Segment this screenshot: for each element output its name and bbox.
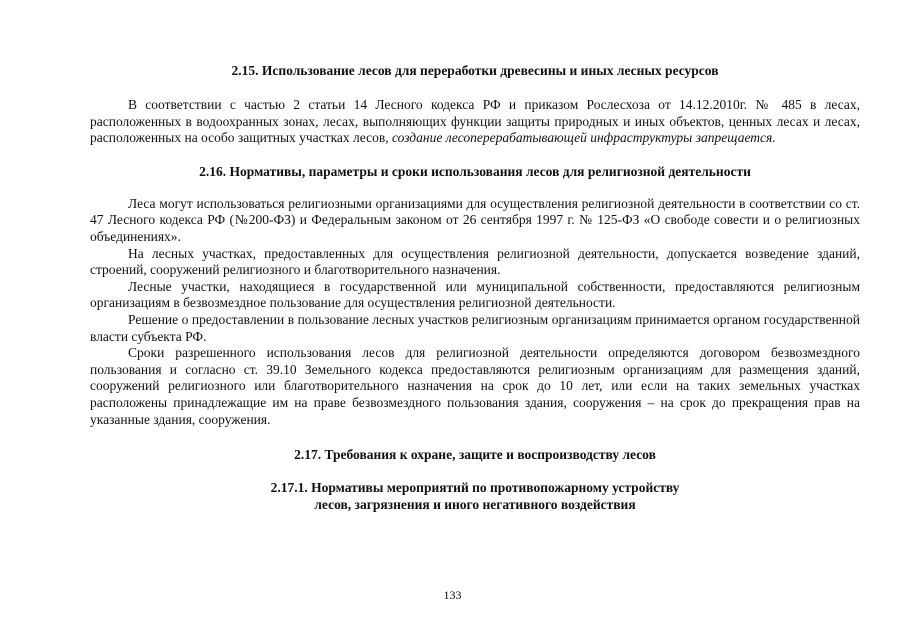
paragraph-2-15-text: В соответствии с частью 2 статьи 14 Лесного кодекса РФ и приказом Рослесхоза от 14.12.2010г. № 485 в лесах, расположенных в водоохранных зонах, лесах, выполняющих функции защиты природных и иных объектов, ценных лесах и лесах, расположенных на особо защитных участках лесов, bbox=[90, 97, 860, 146]
document-page bbox=[90, 62, 860, 513]
paragraph-2-16-4: Решение о предоставлении в пользование лесных участков религиозным организациям принимается органом государственной власти субъекта РФ. bbox=[90, 311, 860, 344]
paragraph-2-16-1: Леса могут использоваться религиозными организациями для осуществления религиозной деятельности в соответствии со ст. 47 Лесного кодекса РФ (№200-ФЗ) и Федеральным законом от 26 сентября 1997 г. № 125-ФЗ «О свободе совести и о религиозных объединениях». bbox=[90, 195, 860, 244]
section-heading-2-15: 2.15. Использование лесов для переработки древесины и иных лесных ресурсов bbox=[231, 63, 719, 78]
section-heading-2-17: 2.17. Требования к охране, защите и воспроизводству лесов bbox=[294, 447, 656, 463]
paragraph-2-16-3: Лесные участки, находящиеся в государственной или муниципальной собственности, предоставляются религиозным организациям в безвозмездное пользование для осуществления религиозной деятельности. bbox=[90, 278, 860, 311]
paragraph-2-15-emphasis: создание лесоперерабатывающей инфраструктуры запрещается. bbox=[391, 130, 776, 146]
section-heading-2-16: 2.16. Нормативы, параметры и сроки использования лесов для религиозной деятельности bbox=[199, 163, 751, 179]
section-heading-2-17-1-line1: 2.17.1. Нормативы мероприятий по противопожарному устройству bbox=[270, 480, 680, 496]
paragraph-2-15 bbox=[90, 97, 860, 147]
paragraph-2-16-2: На лесных участках, предоставленных для осуществления религиозной деятельности, допускается возведение зданий, строений, сооружений религиозного и благотворительного назначения. bbox=[90, 245, 860, 278]
page-number: 133 bbox=[443, 588, 462, 602]
paragraph-2-16-5: Сроки разрешенного использования лесов для религиозной деятельности определяются договором безвозмездного пользования и согласно ст. 39.10 Земельного кодекса предоставляются религиозным организациям для размещения зданий, сооружений религиозного или благотворительного назначения на срок до 10 лет, или если на таких земельных участках расположены принадлежащие им на праве безвозмездного пользования здания, сооружения – на срок до прекращения прав на указанные здания, сооружения. bbox=[90, 345, 860, 427]
section-heading-2-17-1-line2: лесов, загрязнения и иного негативного воздействия bbox=[314, 497, 636, 513]
